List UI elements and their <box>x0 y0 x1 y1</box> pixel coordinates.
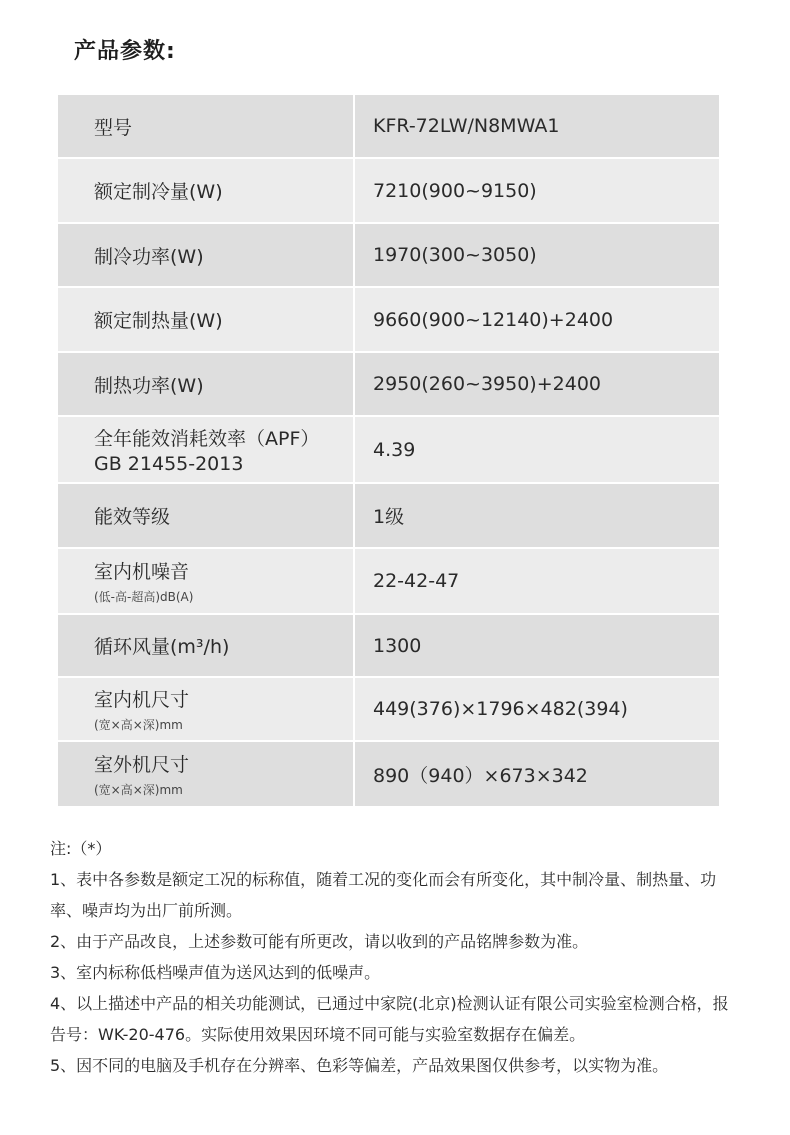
spec-label-text: 能效等级 <box>94 506 171 528</box>
spec-row-heating-capacity <box>58 288 719 353</box>
spec-label <box>58 484 355 547</box>
spec-label-text: 室内机噪音 <box>94 561 190 583</box>
note-item: 1、表中各参数是额定工况的标称值，随着工况的变化而会有所变化，其中制冷量、制热量、功率、噪声均为出厂前所测。 <box>50 870 717 920</box>
spec-row-model <box>58 95 719 159</box>
spec-label <box>58 159 355 222</box>
spec-label <box>58 95 355 157</box>
spec-label-text: 制热功率(W) <box>94 374 204 397</box>
spec-value: 4.39 <box>373 438 416 461</box>
spec-value: 7210(900~9150) <box>373 179 537 202</box>
spec-label-text: 额定制冷量(W) <box>94 181 223 203</box>
spec-row-indoor-noise <box>58 549 719 615</box>
spec-label <box>58 353 355 415</box>
spec-value: 1级 <box>373 506 405 528</box>
spec-label-text: 额定制热量(W) <box>94 310 223 332</box>
spec-row-energy-grade <box>58 484 719 549</box>
page-title: 产品参数: <box>74 39 176 64</box>
spec-value: 2950(260~3950)+2400 <box>373 373 601 395</box>
spec-row-cooling-capacity <box>58 159 719 224</box>
spec-label-text: 全年能效消耗效率（APF） <box>94 428 320 450</box>
spec-label-text: 室内机尺寸 <box>94 689 190 711</box>
spec-value: 890（940）×673×342 <box>373 764 588 787</box>
spec-row-outdoor-size <box>58 742 719 806</box>
note-item: 2、由于产品改良，上述参数可能有所更改，请以收到的产品铭牌参数为准。 <box>50 932 589 951</box>
spec-value: KFR-72LW/N8MWA1 <box>373 115 560 137</box>
spec-label-sub: (宽×高×深)mm <box>94 783 183 797</box>
spec-label-text: 型号 <box>94 116 133 139</box>
spec-value: 1970(300~3050) <box>373 244 537 266</box>
spec-label-text: 制冷功率(W) <box>94 245 204 268</box>
note-item: 5、因不同的电脑及手机存在分辨率、色彩等偏差，产品效果图仅供参考，以实物为准。 <box>50 1056 669 1075</box>
spec-row-apf <box>58 417 719 484</box>
spec-table <box>58 95 719 806</box>
spec-label <box>58 678 355 740</box>
spec-value: 9660(900~12140)+2400 <box>373 308 614 331</box>
spec-value: 449(376)×1796×482(394) <box>373 698 628 720</box>
note-item: 4、以上描述中产品的相关功能测试，已通过中家院(北京)检测认证有限公司实验室检测合格，报告号：WK-20-476。实际使用效果因环境不同可能与实验室数据存在偏差。 <box>50 994 729 1044</box>
spec-label <box>58 615 355 676</box>
spec-value: 22-42-47 <box>373 570 460 592</box>
spec-label <box>58 224 355 286</box>
spec-label <box>58 288 355 351</box>
spec-label-text: 循环风量(m³/h) <box>94 636 230 658</box>
spec-value: 1300 <box>373 634 422 657</box>
spec-row-airflow <box>58 615 719 678</box>
spec-label <box>58 417 355 482</box>
spec-label-sub: (宽×高×深)mm <box>94 718 183 732</box>
spec-label <box>58 742 355 806</box>
note-item: 3、室内标称低档噪声值为送风达到的低噪声。 <box>50 963 381 982</box>
spec-label-sub: (低-高-超高)dB(A) <box>94 590 194 604</box>
spec-label-text: 室外机尺寸 <box>94 754 190 776</box>
spec-row-cooling-power <box>58 224 719 288</box>
notes-heading: 注:（*） <box>50 839 112 858</box>
spec-row-heating-power <box>58 353 719 417</box>
spec-label <box>58 549 355 613</box>
notes-section <box>50 833 740 1081</box>
spec-label-standard: GB 21455-2013 <box>94 453 244 475</box>
spec-row-indoor-size <box>58 678 719 742</box>
